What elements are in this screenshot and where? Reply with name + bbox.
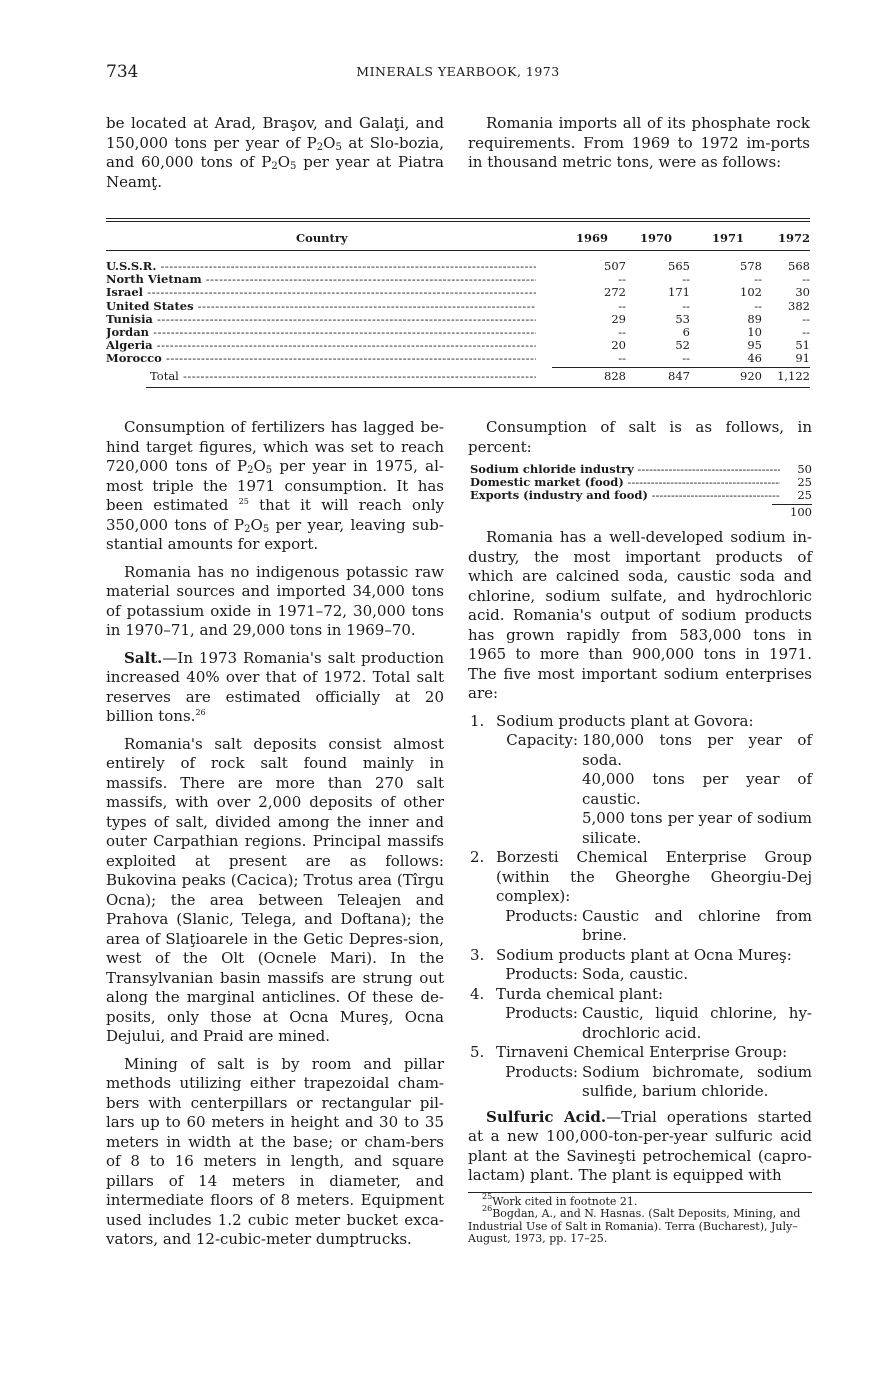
footnote-mark: 25 (482, 1191, 493, 1201)
table-row (106, 260, 810, 273)
enterprise-detail: 40,000 tons per year of caustic. (582, 770, 812, 808)
right-column-top (468, 114, 810, 181)
enterprise-item (468, 1043, 812, 1102)
enterprise-number: 4. (470, 984, 485, 1003)
cell-1970: 565 (668, 259, 690, 273)
cell-1970: 52 (675, 338, 690, 353)
enterprise-details (496, 907, 812, 946)
salt-consumption-intro: Consumption of salt is as follows, in percent: (468, 418, 812, 456)
cell-1970: -- (682, 298, 690, 313)
cell-country: North Vietnam ----- (106, 273, 536, 286)
paragraph-sulfuric: Sulfuric Acid.—Trial operations started at a new 100,000-ton-per-year sulfuric acid plant at the Savineşti petrochemical (capro-lactam) plant. The plant is equipped with (468, 1107, 812, 1184)
enterprise-list (468, 712, 812, 1102)
col-header-country: Country (296, 231, 348, 245)
enterprise-name: Sodium products plant at Ocna Mureş: (496, 945, 792, 964)
enterprise-detail: Caustic, liquid chlorine, hy-drochloric acid. (582, 1004, 812, 1042)
col-header-1969: 1969 (576, 231, 609, 245)
enterprise-number: 2. (470, 848, 485, 866)
cell-1972: 30 (795, 285, 810, 300)
cell-1971: 89 (747, 311, 762, 326)
sum-rule (552, 367, 810, 368)
footnote-mark: 26 (482, 1204, 493, 1213)
cell-country: Morocco ----- (106, 352, 536, 365)
enterprise-label: Products: (505, 1062, 578, 1081)
enterprise-name: Tirnaveni Chemical Enterprise Group: (496, 1043, 788, 1061)
cell-1971: -- (754, 298, 762, 313)
enterprise-item (468, 985, 812, 1044)
running-title: MINERALS YEARBOOK, 1973 (356, 64, 560, 79)
imports-intro: Romania imports all of its phosphate rock requirements. From 1969 to 1972 im-ports in thousand metric tons, were as follows: (468, 114, 810, 171)
enterprise-label: Products: (505, 1004, 578, 1022)
cell-1971: 46 (747, 351, 762, 366)
enterprise-details (496, 1063, 812, 1102)
cell-1970: 6 (682, 324, 690, 339)
table-row (106, 286, 810, 299)
cell-1970: -- (682, 351, 690, 366)
enterprise-detail: Soda, caustic. (582, 965, 689, 983)
footnote-text: Work cited in footnote 21. (492, 1194, 638, 1208)
cell-country: Israel ----- (106, 286, 536, 299)
page-number: 734 (106, 62, 139, 82)
salt-percent: 25 (797, 488, 812, 502)
left-column-main (106, 418, 444, 1258)
paragraph-fertilizers: Consumption of fertilizers has lagged be-hind target figures, which was set to reach 720,000 tons of $P_2O_5$ per year in 1975, al-most triple the 1971 consumption. It has been estimated $^{25}$ that it will reach only 350,000 tons of $P_2O_5$ per year, leaving sub-stantial amounts for export. (106, 418, 444, 553)
table-rule (146, 387, 810, 388)
paragraph-salt: Salt.—In 1973 Romania's salt production increased 40% over that of 1972. Total salt reserves are estimated officially at 20 billion tons.$^{26}$ (106, 648, 444, 725)
cell-1972: 51 (795, 338, 810, 353)
salt-use: Exports (industry and food) ----- (470, 489, 780, 502)
cell-1971: 102 (740, 285, 762, 300)
paragraph-potassic: Romania has no indigenous potassic raw material sources and imported 34,000 tons of potassium oxide in 1971–72, 30,000 tons in 1970–71, and 29,000 tons in 1969–70. (106, 562, 444, 639)
cell-1969: -- (618, 351, 626, 366)
cell-1971: 95 (747, 338, 762, 353)
enterprise-item (468, 848, 812, 946)
enterprise-label: Capacity: (506, 731, 578, 749)
cell-1969: -- (618, 272, 626, 287)
salt-row (470, 489, 812, 502)
cell-1972: -- (802, 272, 810, 287)
enterprise-detail: 5,000 tons per year of sodium silicate. (582, 809, 812, 847)
paragraph-salt-deposits: Romania's salt deposits consist almost entirely of rock salt found mainly in massifs. There are more than 270 salt massifs, with over 2,000 deposits of other types of salt, divided among the inner and outer Carpathian regions. Principal massifs exploited at present are as follows: Bukovina peaks (Cacica); Trotus area (Tîrgu Ocna); the area between Teleajen and Prahova (Slanic, Telega, and Doftana); the area of Slaţioarele in the Getic Depres-sion, west of the Olt (Ocnele Mari). In the Transylvanian basin massifs are strung out along the marginal anticlines. Of these de-posits, only those at Ocna Mureş, Ocna Dejului, and Praid are mined. (106, 734, 444, 1045)
salt-row (470, 463, 812, 476)
cell-country: Jordan ----- (106, 326, 536, 339)
cell-1972: -- (802, 324, 810, 339)
table-header (106, 222, 810, 250)
col-header-1971: 1971 (712, 231, 745, 245)
cell-1971: 578 (740, 259, 762, 273)
table-row (106, 313, 810, 326)
table-row (106, 273, 810, 286)
cell-1971: -- (754, 272, 762, 287)
enterprise-detail: 180,000 tons per year of soda. (582, 731, 812, 769)
salt-total: 100 (772, 504, 812, 520)
cell-country: United States ----- (106, 300, 536, 313)
salt-use: Domestic market (food) ----- (470, 476, 780, 489)
footnotes (468, 1192, 812, 1246)
table-body (106, 260, 810, 366)
table-row-total: Total ----- 828 847 920 1,122 (106, 370, 810, 383)
cell-1970: 171 (668, 285, 690, 300)
enterprise-item (468, 946, 812, 985)
cell-country: Algeria ----- (106, 339, 536, 352)
enterprise-name: Borzesti Chemical Enterprise Group (within the Gheorghe Gheorgiu-Dej complex): (496, 848, 812, 905)
footnote (468, 1204, 812, 1246)
cell-1970: 53 (675, 311, 690, 326)
cell-1971: 10 (747, 324, 762, 339)
cell-1972: 382 (788, 298, 810, 313)
table-rule (106, 218, 810, 219)
page-header (106, 62, 810, 84)
enterprise-details (496, 965, 812, 985)
cell-1972: 568 (788, 259, 810, 273)
enterprise-name: Turda chemical plant: (496, 984, 664, 1003)
enterprise-number: 5. (470, 1043, 485, 1061)
paragraph: be located at Arad, Braşov, and Galaţi, and 150,000 tons per year of $P_2O_5$ at Slo-bozia, and 60,000 tons of $P_2O_5$ per year at Piatra Neamţ. (106, 114, 444, 191)
cell-1972: -- (802, 311, 810, 326)
salt-percent: 50 (797, 462, 812, 476)
cell-1969: 272 (604, 285, 626, 300)
imports-table (106, 218, 810, 388)
enterprise-details (496, 1004, 812, 1043)
enterprise-details (496, 731, 812, 848)
footnote-text: Bogdan, A., and N. Hasnas. (Salt Deposits, Mining, and Industrial Use of Salt in Romania). Terra (Bucharest), July–August, 1973, pp. 17–25. (468, 1207, 801, 1245)
col-header-1972: 1972 (778, 231, 811, 245)
table-row (106, 352, 810, 365)
cell-1969: 20 (611, 338, 626, 353)
table-rule (106, 250, 810, 251)
enterprise-item (468, 712, 812, 849)
salt-consumption-list (470, 463, 812, 520)
cell-1969: -- (618, 324, 626, 339)
salt-use: Sodium chloride industry ----- (470, 463, 780, 476)
enterprise-detail: Caustic and chlorine from brine. (582, 906, 812, 944)
cell-1970: -- (682, 272, 690, 287)
left-column-top (106, 114, 444, 200)
col-header-1970: 1970 (640, 231, 673, 245)
enterprise-label: Products: (505, 906, 578, 925)
enterprise-number: 3. (470, 945, 485, 964)
table-row (106, 326, 810, 339)
cell-country: Tunisia ----- (106, 313, 536, 326)
cell-1972: 91 (795, 351, 810, 366)
paragraph-mining: Mining of salt is by room and pillar methods utilizing either trapezoidal cham-bers with centerpillars or rectangular pil-lars up to 60 meters in height and 30 to 35 meters in width at the base; or cham-bers of 8 to 16 meters in length, and square pillars of 14 meters in diameter, and intermediate floors of 8 meters. Equipment used includes 1.2 cubic meter bucket exca-vators, and 12-cubic-meter dumptrucks. (106, 1054, 444, 1248)
salt-row (470, 476, 812, 489)
table-row (106, 300, 810, 313)
paragraph-sodium: Romania has a well-developed sodium in-dustry, the most important products of which are calcined soda, caustic soda and chlorine, sodium sulfate, and hydrochloric acid. Romania's output of sodium products has grown rapidly from 583,000 tons in 1965 to more than 900,000 tons in 1971. The five most important sodium enterprises are: (468, 528, 812, 702)
cell-1969: 29 (611, 311, 626, 326)
cell-1969: 507 (604, 259, 626, 273)
enterprise-name: Sodium products plant at Govora: (496, 711, 754, 730)
salt-percent: 25 (797, 475, 812, 489)
enterprise-label: Products: (505, 965, 578, 983)
right-column-main (468, 418, 812, 1246)
cell-1969: -- (618, 298, 626, 313)
enterprise-number: 1. (470, 711, 485, 730)
enterprise-detail: Sodium bichromate, sodium sulfide, barium chloride. (582, 1062, 812, 1100)
table-row (106, 339, 810, 352)
cell-country: U.S.S.R. ----- (106, 260, 536, 273)
